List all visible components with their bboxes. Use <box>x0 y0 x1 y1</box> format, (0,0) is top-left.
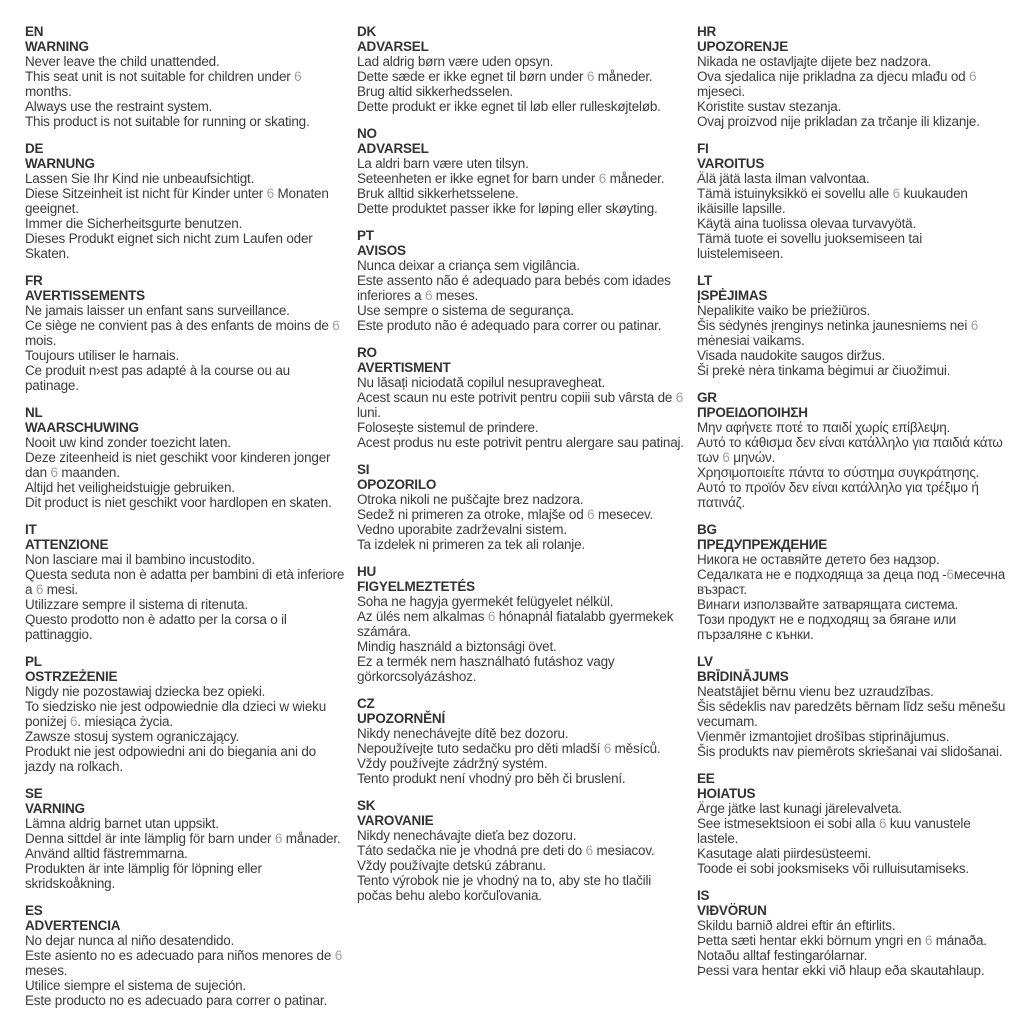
lang-code-es: ES <box>25 903 43 918</box>
warnings-column-2 <box>357 24 697 1024</box>
warning-line: Use sempre o sistema de segurança. <box>357 303 574 318</box>
warning-title-de: WARNUNG <box>25 156 95 171</box>
warning-title-dk: ADVARSEL <box>357 39 429 54</box>
warning-line: Nigdy nie pozostawiaj dziecka bez opieki. <box>25 684 266 699</box>
warning-line: Zawsze stosuj system ograniczający. <box>25 729 240 744</box>
age-number: 6 <box>585 843 593 858</box>
warning-line: Utilice siempre el sistema de sujeción. <box>25 978 247 993</box>
warning-line: Lad aldrig børn være uden opsyn. <box>357 54 554 69</box>
warning-line: Tento výrobok nie je vhodný na to, aby ste ho tlačili počas behu alebo korčuľovania. <box>357 873 652 903</box>
warning-line: Nepoužívejte tuto sedačku pro děti mladší 6 měsíců. <box>357 741 661 756</box>
lang-code-ro: RO <box>357 345 377 360</box>
warning-line: Šis sėdynės įrenginys netinka jaunesniems nei 6 mėnesiai vaikams. <box>697 318 979 348</box>
warning-title-gr: ΠΡΟΕΙΔΟΠΟΙΗΣΗ <box>697 405 808 420</box>
lang-code-se: SE <box>25 786 43 801</box>
warning-line: Седалката не е подходяща за деца под -6месечна възраст. <box>697 567 1006 597</box>
warning-line: Táto sedačka nie je vhodná pre deti do 6 mesiacov. <box>357 843 655 858</box>
lang-code-hu: HU <box>357 564 377 579</box>
lang-code-en: EN <box>25 24 44 39</box>
warning-line: Questo prodotto non è adatto per la corsa o il pattinaggio. <box>25 612 287 642</box>
lang-section-lv <box>697 654 1006 759</box>
age-number: 6 <box>603 741 612 756</box>
lang-section-is <box>697 888 1006 978</box>
lang-code-no: NO <box>357 126 377 141</box>
warning-title-bg: ПРЕДУПРЕЖДЕНИЕ <box>697 537 828 552</box>
lang-code-pl: PL <box>25 654 42 669</box>
warning-line: Vždy používejte zádržný systém. <box>357 756 548 771</box>
warning-title-ro: AVERTISMENT <box>357 360 451 375</box>
warning-line: Bruk alltid sikkerhetsselene. <box>357 186 519 201</box>
age-number: 6 <box>722 450 730 465</box>
warning-line: Neatstājiet bērnu vienu bez uzraudzības. <box>697 684 934 699</box>
age-number: 6 <box>294 69 302 84</box>
age-number: 6 <box>970 318 979 333</box>
lang-section-cz <box>357 696 685 786</box>
warning-line: Lämna aldrig barnet utan uppsikt. <box>25 816 219 831</box>
warning-title-sk: VAROVANIE <box>357 813 434 828</box>
lang-code-ee: EE <box>697 771 715 786</box>
warning-line: Diese Sitzeinheit ist nicht für Kinder unter 6 Monaten geeignet. <box>25 186 329 216</box>
lang-code-lv: LV <box>697 654 713 669</box>
warning-line: Este produto não é adequado para correr ou patinar. <box>357 318 662 333</box>
lang-section-no <box>357 126 685 216</box>
age-number: 6 <box>598 171 607 186</box>
warning-title-pt: AVISOS <box>357 243 406 258</box>
lang-section-ro <box>357 345 685 450</box>
warning-line: Deze ziteenheid is niet geschikt voor kinderen jonger dan 6 maanden. <box>25 450 331 480</box>
warning-line: Toode ei sobi jooksmiseks või rulluisutamiseks. <box>697 861 969 876</box>
warning-line: Este assento não é adequado para bebés com idades inferiores a 6 meses. <box>357 273 671 303</box>
warning-title-ee: HOIATUS <box>697 786 756 801</box>
lang-code-it: IT <box>25 522 37 537</box>
lang-code-fi: FI <box>697 141 709 156</box>
warning-line: See istmesektsioon ei sobi alla 6 kuu vanustele lastele. <box>697 816 971 846</box>
lang-section-hr <box>697 24 1006 129</box>
lang-section-de <box>25 141 345 261</box>
warning-line: Ez a termék nem használható futáshoz vagy görkorcsolyázáshoz. <box>357 654 615 684</box>
warning-line: No dejar nunca al niño desatendido. <box>25 933 235 948</box>
warning-title-si: OPOZORILO <box>357 477 437 492</box>
warning-line: Acest produs nu este potrivit pentru alergare sau patinaj. <box>357 435 684 450</box>
age-number: 6 <box>274 831 283 846</box>
warning-line: Nikdy nenechávajte dieťa bez dozoru. <box>357 828 577 843</box>
warning-line: Altijd het veiligheidstuigje gebruiken. <box>25 480 235 495</box>
warning-title-en: WARNING <box>25 39 89 54</box>
warning-line: Dette produkt er ikke egnet til løb eller rulleskøjteløb. <box>357 99 661 114</box>
warning-line: Az ülés nem alkalmas 6 hónapnál fiatalabb gyermekek számára. <box>357 609 674 639</box>
warning-line: Questa seduta non è adatta per bambini di età inferiore a 6 mesi. <box>25 567 345 597</box>
warning-line: Nepalikite vaiko be priežiūros. <box>697 303 871 318</box>
warning-line: Αυτό το κάθισμα δεν είναι κατάλληλο για παιδιά κάτω των 6 μηνών. <box>697 435 1003 465</box>
warning-title-nl: WAARSCHUWING <box>25 420 139 435</box>
warning-line: This product is not suitable for running or skating. <box>25 114 310 129</box>
age-number: 6 <box>35 582 44 597</box>
warning-line: Toujours utiliser le harnais. <box>25 348 180 363</box>
warning-line: Ta izdelek ni primeren za tek ali rolanje. <box>357 537 585 552</box>
warning-line: La aldri barn være uten tilsyn. <box>357 156 529 171</box>
warning-line: Produkt nie jest odpowiedni ani do biegania ani do jazdy na rolkach. <box>25 744 316 774</box>
age-number: 6 <box>266 186 274 201</box>
lang-code-dk: DK <box>357 24 377 39</box>
lang-code-bg: BG <box>697 522 717 537</box>
age-number: 6 <box>586 69 595 84</box>
warning-line: Nunca deixar a criança sem vigilância. <box>357 258 580 273</box>
warning-title-fi: VAROITUS <box>697 156 765 171</box>
warning-line: Þessi vara hentar ekki við hlaup eða skautahlaup. <box>697 963 985 978</box>
lang-code-cz: CZ <box>357 696 375 711</box>
warning-line: Sedež ni primeren za otroke, mlajše od 6 mesecev. <box>357 507 654 522</box>
age-number: 6 <box>69 714 78 729</box>
warning-line: Notaðu alltaf festingarólarnar. <box>697 948 868 963</box>
age-number: 6 <box>587 507 595 522</box>
lang-code-si: SI <box>357 462 370 477</box>
warning-title-is: VIÐVÖRUN <box>697 903 767 918</box>
warning-line: Mindig használd a biztonsági övet. <box>357 639 557 654</box>
warning-line: Vedno uporabite zadrževalni sistem. <box>357 522 567 537</box>
lang-section-dk <box>357 24 685 114</box>
warning-line: Šis produkts nav piemērots skriešanai vai slidošanai. <box>697 744 1003 759</box>
warning-line: Vždy používajte detskú zábranu. <box>357 858 546 873</box>
lang-code-gr: GR <box>697 390 717 405</box>
warning-line: Ovaj proizvod nije prikladan za trčanje ili klizanje. <box>697 114 980 129</box>
warning-line: Este producto no es adecuado para correr o patinar. <box>25 993 328 1008</box>
warning-line: Ova sjedalica nije prikladna za djecu mlađu od 6 mjeseci. <box>697 69 977 99</box>
warning-line: Brug altid sikkerhedsselen. <box>357 84 513 99</box>
warning-line: Folosește sistemul de prindere. <box>357 420 539 435</box>
warning-line: Käytä aina tuolissa olevaa turvavyötä. <box>697 216 917 231</box>
warning-title-pl: OSTRZEŻENIE <box>25 669 118 684</box>
warning-line: Ce produit n›est pas adapté à la course ou au patinage. <box>25 363 290 393</box>
warning-line: Αυτό το προϊόν δεν είναι κατάλληλο για τρέξιμο ή πατινάζ. <box>697 480 979 510</box>
warning-line: Ärge jätke last kunagi järelevalveta. <box>697 801 902 816</box>
lang-section-fr <box>25 273 345 393</box>
warning-line: Този продукт не е подходящ за бягане или пързаляне с кънки. <box>697 612 956 642</box>
warning-title-lt: ĮSPĖJIMAS <box>697 288 768 303</box>
lang-section-ee <box>697 771 1006 876</box>
lang-section-pt <box>357 228 685 333</box>
warning-line: Seteenheten er ikke egnet for barn under 6 måneder. <box>357 171 665 186</box>
warning-line: Immer die Sicherheitsgurte benutzen. <box>25 216 243 231</box>
lang-section-sk <box>357 798 685 903</box>
warning-line: Dette sæde er ikke egnet til børn under 6 måneder. <box>357 69 653 84</box>
warning-line: Nu lăsați niciodată copilul nesupravegheat. <box>357 375 606 390</box>
warning-line: Nikdy nenechávejte dítě bez dozoru. <box>357 726 569 741</box>
age-number: 6 <box>878 816 887 831</box>
lang-section-hu <box>357 564 685 684</box>
warning-line: Nooit uw kind zonder toezicht laten. <box>25 435 231 450</box>
warning-line: Skildu barnið aldrei eftir án eftirlits. <box>697 918 896 933</box>
lang-section-it <box>25 522 345 642</box>
lang-code-fr: FR <box>25 273 43 288</box>
warning-line: Μην αφήνετε ποτέ το παιδί χωρίς επίβλεψη. <box>697 420 951 435</box>
warning-line: Þetta sæti hentar ekki börnum yngri en 6 mánaða. <box>697 933 987 948</box>
lang-section-en <box>25 24 345 129</box>
warning-line: Dieses Produkt eignet sich nicht zum Laufen oder Skaten. <box>25 231 313 261</box>
warning-line: Använd alltid fästremmarna. <box>25 846 188 861</box>
age-number: 6 <box>334 948 343 963</box>
lang-section-lt <box>697 273 1006 378</box>
warning-title-hr: UPOZORENJE <box>697 39 789 54</box>
warnings-column-3 <box>697 24 1018 1024</box>
age-number: 6 <box>946 567 954 582</box>
warnings-column-1 <box>25 24 357 1024</box>
age-number: 6 <box>892 186 900 201</box>
warning-line: Este asiento no es adecuado para niños menores de 6 meses. <box>25 948 343 978</box>
lang-code-pt: PT <box>357 228 374 243</box>
lang-section-si <box>357 462 685 552</box>
warning-line: Produkten är inte lämplig för löpning eller skridskoåkning. <box>25 861 262 891</box>
warning-line: Älä jätä lasta ilman valvontaa. <box>697 171 870 186</box>
lang-code-sk: SK <box>357 798 376 813</box>
warning-line: Never leave the child unattended. <box>25 54 220 69</box>
age-number: 6 <box>675 390 684 405</box>
lang-section-bg <box>697 522 1006 642</box>
warning-title-lv: BRĪDINĀJUMS <box>697 669 789 684</box>
lang-code-hr: HR <box>697 24 717 39</box>
warning-title-cz: UPOZORNĚNÍ <box>357 711 446 726</box>
warning-line: Dit product is niet geschikt voor hardlopen en skaten. <box>25 495 332 510</box>
warning-title-it: ATTENZIONE <box>25 537 109 552</box>
warning-line: Никога не оставяйте детето без надзор. <box>697 552 940 567</box>
lang-code-nl: NL <box>25 405 43 420</box>
warning-title-hu: FIGYELMEZTETÉS <box>357 579 475 594</box>
warning-line: Denna sittdel är inte lämplig för barn under 6 månader. <box>25 831 341 846</box>
warning-title-no: ADVARSEL <box>357 141 429 156</box>
lang-section-nl <box>25 405 345 510</box>
warning-line: Koristite sustav stezanja. <box>697 99 842 114</box>
lang-section-se <box>25 786 345 891</box>
warning-line: Винаги използвайте затварящата система. <box>697 597 959 612</box>
lang-code-de: DE <box>25 141 44 156</box>
warning-title-fr: AVERTISSEMENTS <box>25 288 145 303</box>
warning-line: To siedzisko nie jest odpowiednie dla dzieci w wieku poniżej 6. miesiąca życia. <box>25 699 327 729</box>
lang-code-is: IS <box>697 888 710 903</box>
warning-line: Tento produkt není vhodný pro běh či bruslení. <box>357 771 626 786</box>
warning-line: Šis sēdeklis nav paredzēts bērnam līdz sešu mēnešu vecumam. <box>697 699 1006 729</box>
warning-line: Vienmēr izmantojiet drošības stiprinājumus. <box>697 729 950 744</box>
lang-section-pl <box>25 654 345 774</box>
age-number: 6 <box>924 933 933 948</box>
warning-line: Non lasciare mai il bambino incustodito. <box>25 552 255 567</box>
warning-line: Χρησιμοποιείτε πάντα το σύστημα συγκράτησης. <box>697 465 980 480</box>
lang-section-es <box>25 903 345 1008</box>
age-number: 6 <box>424 288 433 303</box>
warning-line: Ne jamais laisser un enfant sans surveillance. <box>25 303 290 318</box>
warning-line: Otroka nikoli ne puščajte brez nadzora. <box>357 492 584 507</box>
warning-line: Acest scaun nu este potrivit pentru copiii sub vârsta de 6 luni. <box>357 390 684 420</box>
lang-section-gr <box>697 390 1006 510</box>
warning-line: Tämä tuote ei sovellu juoksemiseen tai luistelemiseen. <box>697 231 923 261</box>
warning-line: This seat unit is not suitable for children under 6 months. <box>25 69 302 99</box>
warning-line: Kasutage alati piirdesüsteemi. <box>697 846 872 861</box>
lang-section-fi <box>697 141 1006 261</box>
warning-line: Always use the restraint system. <box>25 99 213 114</box>
warning-line: Ši prekė nėra tinkama bėgimui ar čiuožimui. <box>697 363 951 378</box>
warning-line: Tämä istuinyksikkö ei sovellu alle 6 kuukauden ikäisille lapsille. <box>697 186 968 216</box>
age-number: 6 <box>50 465 58 480</box>
warning-title-es: ADVERTENCIA <box>25 918 121 933</box>
lang-code-lt: LT <box>697 273 713 288</box>
warning-line: Lassen Sie Ihr Kind nie unbeaufsichtigt. <box>25 171 255 186</box>
age-number: 6 <box>487 609 496 624</box>
age-number: 6 <box>969 69 977 84</box>
warning-title-se: VARNING <box>25 801 85 816</box>
warning-line: Utilizzare sempre il sistema di ritenuta. <box>25 597 248 612</box>
warning-line: Nikada ne ostavljajte dijete bez nadzora. <box>697 54 932 69</box>
warning-line: Dette produktet passer ikke for løping eller skøyting. <box>357 201 658 216</box>
warning-line: Ce siège ne convient pas à des enfants de moins de 6 mois. <box>25 318 340 348</box>
warning-line: Soha ne hagyja gyermekét felügyelet nélkül. <box>357 594 614 609</box>
warning-line: Visada naudokite saugos diržus. <box>697 348 885 363</box>
age-number: 6 <box>332 318 340 333</box>
